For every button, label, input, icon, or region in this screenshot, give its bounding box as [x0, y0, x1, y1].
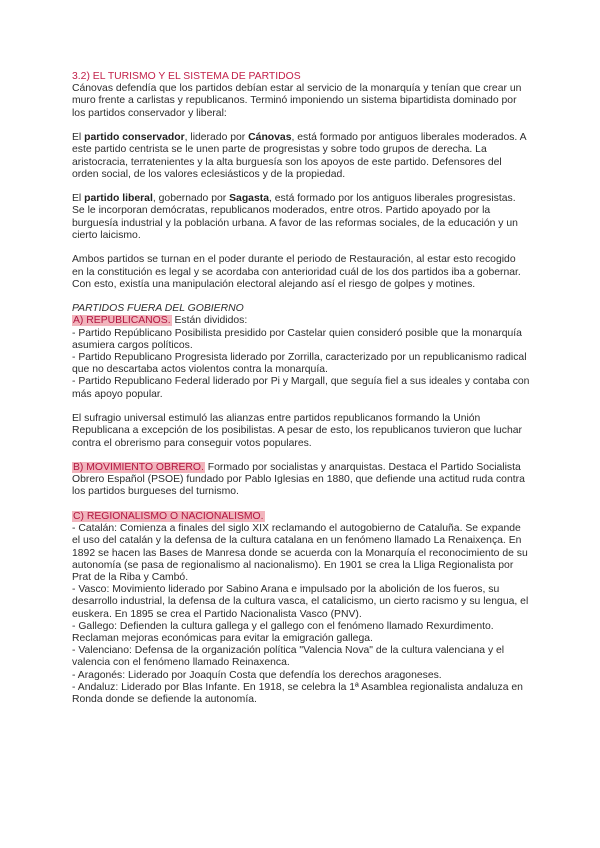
fuera-heading: PARTIDOS FUERA DEL GOBIERNO	[72, 303, 244, 315]
list-item: - Valenciano: Defensa de la organización política "Valencia Nova" de la cultura valenciana y el valencia con el fenómeno llamado Reinaxenca.	[72, 645, 505, 669]
republicanos-heading	[72, 315, 530, 327]
conservador-paragraph	[72, 132, 530, 181]
text-run: , liderado por	[184, 132, 249, 144]
text-run: , está formado por los antiguos liberales progresistas. Se le incorporan demócratas, republicanos moderados, entre otros. Partido apoyado por la burguesía industrial y la población urbana. A favor de las reformas sociales, de la educación y un cierto laicismo.	[72, 193, 518, 241]
sufragio-paragraph: El sufragio universal estimuló las alianzas entre partidos republicanos formando la Unión Republicana a excepción de los posibilistas. A pesar de esto, los republicanos tuvieron que luchar contra el obrerismo para conseguir votos populares.	[72, 413, 522, 449]
bold-canovas: Cánovas	[248, 132, 292, 144]
text-run: El	[72, 132, 85, 144]
bold-sagasta: Sagasta	[229, 193, 269, 205]
regionalismo-heading	[72, 511, 530, 523]
text-run: Formado por socialistas y anarquistas. Destaca el Partido Socialista Obrero Español (PSOE) fundado por Pablo Iglesias en 1880, que defiende una actitud ruda contra los partidos burgueses del turnismo.	[72, 462, 525, 498]
text-run: , gobernado por	[152, 193, 230, 205]
list-item: - Partido Republicano Federal liderado por Pi y Margall, que seguía fiel a sus ideales y contaba con más apoyo popular.	[72, 376, 530, 400]
list-item: - Vasco: Movimiento liderado por Sabino Arana e impulsado por la abolición de los fueros, su desarrollo industrial, la defensa de la cultura vasca, el catalicismo, un cierto racismo y su lengua, el euskera. En 1895 se crea el Partido Nacionalista Vasco (PNV).	[72, 584, 529, 620]
bold-partido-conservador: partido conservador	[84, 132, 185, 144]
section-title: 3.2) EL TURISMO Y EL SISTEMA DE PARTIDOS	[72, 71, 301, 82]
list-item: - Gallego: Defienden la cultura gallega y el gallego con el fenómeno llamado Rexurdimento. Reclaman mejoras económicas para evitar la emigración gallega.	[72, 620, 494, 644]
turno-paragraph: Ambos partidos se turnan en el poder durante el periodo de Restauración, al estar esto recogido en la constitución es legal y se acordaba con anterioridad cuál de los dos partidos iba a gobernar. Con esto, existía una manipulación electoral alejando así el riesgo de golpes y motines.	[72, 254, 521, 290]
obrero-label: B) MOVIMIENTO OBRERO.	[73, 462, 204, 474]
liberal-paragraph	[72, 193, 530, 242]
list-item: - Catalán: Comienza a finales del siglo XIX reclamando el autogobierno de Cataluña. Se expande el uso del catalán y la defensa de la cultura catalana en un fenómeno llamado La Renaixença. En 1892 se hacen las Bases de Manresa donde se acuerda con la Monarquía el reconocimiento de su autonomía (se pasa de regionalismo al nacionalismo). En 1901 se crea la Lliga Regionalista por Prat de la Riba y Cambó.	[72, 523, 528, 583]
intro-paragraph: Cánovas defendía que los partidos debían estar al servicio de la monarquía y tenían que crear un muro frente a carlistas y republicanos. Terminó imponiendo un sistema bipartidista dominado por los partidos conservador y liberal:	[72, 83, 522, 119]
list-item: - Aragonés: Liderado por Joaquín Costa que defendía los derechos aragoneses.	[72, 669, 442, 681]
obrero-paragraph	[72, 462, 530, 499]
regionalismo-label: C) REGIONALISMO O NACIONALISMO.	[73, 510, 264, 522]
text-run: , está formado por antiguos liberales moderados. A este partido centrista se le unen parte de progresistas y sobre todo grupos de derecha. La aristocracia, terratenientes y la alta burguesía son los apoyos de este partido. Defensores del orden social, de los valores eclesiásticos y de la propiedad.	[72, 132, 526, 180]
text-run: El	[72, 193, 85, 205]
list-item: - Andaluz: Liderado por Blas Infante. En 1918, se celebra la 1ª Asamblea regionalista andaluza en Ronda donde se defiende la autonomía.	[72, 681, 523, 706]
list-item: - Partido Republicano Progresista liderado por Zorrilla, caracterizado por un republicanismo radical que no descartaba actos violentos contra la monarquía.	[72, 352, 527, 376]
list-item: - Partido Repúblicano Posibilista presidido por Castelar quien consideró posible que la monarquía asumiera cargos políticos.	[72, 327, 522, 351]
bold-partido-liberal: partido liberal	[84, 193, 153, 205]
document-page	[72, 71, 530, 706]
text-run: Están divididos:	[171, 315, 248, 327]
republicanos-label: A) REPUBLICANOS.	[73, 315, 171, 327]
